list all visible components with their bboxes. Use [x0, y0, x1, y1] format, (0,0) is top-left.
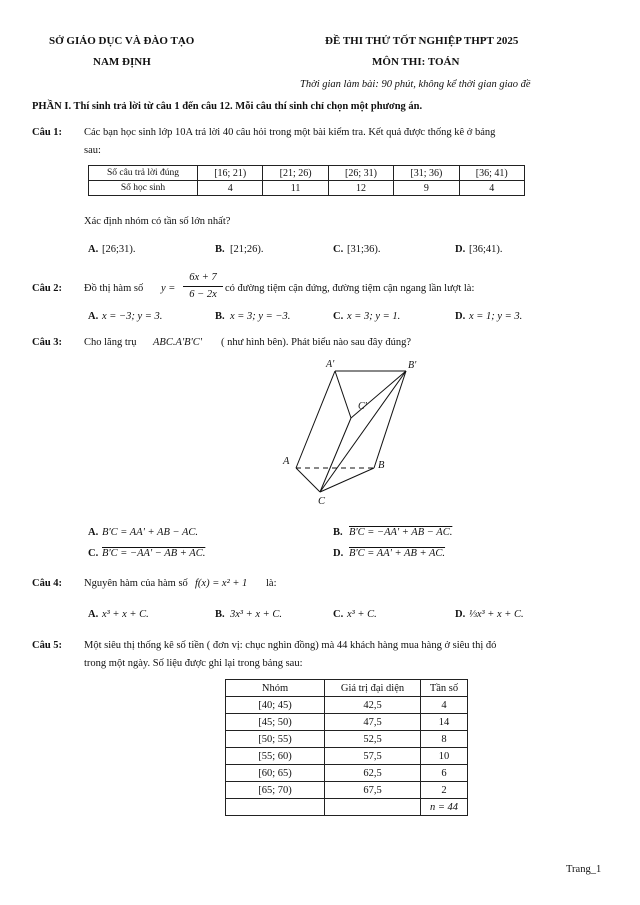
q1-option-letter[interactable]: A.	[88, 244, 99, 255]
q5-value: 42,5	[325, 697, 421, 714]
q5-frequency: 2	[421, 782, 468, 799]
q4-function: f(x) = x² + 1	[195, 578, 248, 589]
q3-text-pre: Cho lăng trụ	[84, 337, 137, 348]
time-note: Thời gian làm bài: 90 phút, không kể thời gian giao đề	[300, 79, 531, 90]
q4-option-a[interactable]: x³ + x + C.	[102, 609, 149, 620]
q1-question: Xác định nhóm có tần số lớn nhất?	[84, 216, 231, 227]
q5-group: [40; 45)	[226, 697, 325, 714]
table-row	[226, 697, 468, 714]
q3-option-a[interactable]: B'C = AA' + AB − AC.	[102, 527, 199, 538]
q4-text-pre: Nguyên hàm của hàm số	[84, 578, 188, 589]
label-b-prime: B'	[408, 360, 417, 371]
q5-value: 47,5	[325, 714, 421, 731]
q5-value: 57,5	[325, 748, 421, 765]
q2-option-letter[interactable]: D.	[455, 311, 466, 322]
q5-group: [60; 65)	[226, 765, 325, 782]
q1-option-b[interactable]: [21;26).	[230, 244, 264, 255]
q4-option-b[interactable]: 3x³ + x + C.	[230, 609, 283, 620]
q1-row2-label: Số học sinh	[89, 181, 198, 196]
q1-number: Câu 1:	[32, 127, 63, 138]
q5-value: 67,5	[325, 782, 421, 799]
q5-text: Một siêu thị thống kê số tiền ( đơn vị: chục nghìn đồng) mà 44 khách hàng mua hàng ở siêu thị đó	[84, 640, 497, 651]
label-a: A	[283, 456, 290, 467]
q4-option-letter[interactable]: C.	[333, 609, 344, 620]
q2-number: Câu 2:	[32, 283, 63, 294]
exam-subject: MÔN THI: TOÁN	[372, 56, 460, 68]
q5-total: n = 44	[421, 799, 468, 816]
table-row	[226, 731, 468, 748]
q5-frequency: 6	[421, 765, 468, 782]
q2-text-post: có đường tiệm cận đứng, đường tiệm cận ngang lần lượt là:	[225, 283, 475, 294]
q1-option-letter[interactable]: C.	[333, 244, 344, 255]
q5-header: Nhóm	[226, 680, 325, 697]
q3-number: Câu 3:	[32, 337, 63, 348]
q4-option-letter[interactable]: D.	[455, 609, 466, 620]
q1-count: 12	[328, 181, 393, 196]
q3-option-b[interactable]: B'C = −AA' + AB − AC.	[349, 527, 453, 538]
q5-group: [55; 60)	[226, 748, 325, 765]
q5-table	[225, 679, 468, 816]
q5-frequency: 8	[421, 731, 468, 748]
q5-value: 62,5	[325, 765, 421, 782]
q5-header: Tần số	[421, 680, 468, 697]
q3-option-c[interactable]: B'C = −AA' − AB + AC.	[102, 548, 206, 559]
q5-header: Giá trị đại diện	[325, 680, 421, 697]
q2-option-letter[interactable]: C.	[333, 311, 344, 322]
q5-empty-cell	[226, 799, 325, 816]
q2-text-pre: Đồ thị hàm số	[84, 283, 144, 294]
q5-frequency: 4	[421, 697, 468, 714]
q1-count: 9	[394, 181, 459, 196]
q1-interval: [26; 31)	[328, 166, 393, 181]
q4-number: Câu 4:	[32, 578, 63, 589]
q1-option-c[interactable]: [31;36).	[347, 244, 381, 255]
q2-option-b[interactable]: x = 3; y = −3.	[230, 311, 291, 322]
q1-option-d[interactable]: [36;41).	[469, 244, 503, 255]
q5-group: [50; 55)	[226, 731, 325, 748]
q2-option-c[interactable]: x = 3; y = 1.	[347, 311, 401, 322]
q2-option-letter[interactable]: A.	[88, 311, 99, 322]
q5-empty-cell	[325, 799, 421, 816]
q5-frequency: 14	[421, 714, 468, 731]
table-row	[226, 765, 468, 782]
q1-option-letter[interactable]: B.	[215, 244, 225, 255]
q2-formula-lhs: y =	[161, 283, 176, 294]
table-row	[226, 782, 468, 799]
q3-option-letter[interactable]: C.	[88, 548, 99, 559]
dept-line-2: NAM ĐỊNH	[93, 56, 151, 68]
q3-option-letter[interactable]: A.	[88, 527, 99, 538]
q1-interval: [31; 36)	[394, 166, 459, 181]
q1-interval: [16; 21)	[198, 166, 263, 181]
q1-interval: [36; 41)	[459, 166, 524, 181]
q1-count: 4	[198, 181, 263, 196]
q1-text: Các bạn học sinh lớp 10A trả lời 40 câu hỏi trong một bài kiểm tra. Kết quả được thống kê ở bảng	[84, 127, 496, 138]
q1-interval: [21; 26)	[263, 166, 328, 181]
q2-numerator: 6x + 7	[189, 272, 217, 283]
table-row	[226, 799, 468, 816]
q5-frequency: 10	[421, 748, 468, 765]
q3-option-d[interactable]: B'C = AA' + AB + AC.	[349, 548, 446, 559]
q1-count: 11	[263, 181, 328, 196]
q3-option-letter[interactable]: B.	[333, 527, 343, 538]
exam-title: ĐỀ THI THỬ TỐT NGHIỆP THPT 2025	[325, 35, 519, 47]
q2-option-letter[interactable]: B.	[215, 311, 225, 322]
q5-value: 52,5	[325, 731, 421, 748]
q3-prism-name: ABC.A'B'C'	[153, 337, 203, 348]
q3-text-post: ( như hình bên). Phát biểu nào sau đây đúng?	[221, 337, 411, 348]
part1-heading: PHẦN I. Thí sinh trả lời từ câu 1 đến câu 12. Mỗi câu thí sinh chỉ chọn một phương án.	[32, 101, 423, 112]
q5-text-cont: trong một ngày. Số liệu được ghi lại trong bảng sau:	[84, 658, 303, 669]
q2-option-d[interactable]: x = 1; y = 3.	[469, 311, 523, 322]
table-row	[226, 714, 468, 731]
q4-option-d[interactable]: ⅓x³ + x + C.	[469, 609, 524, 620]
q4-option-c[interactable]: x³ + C.	[347, 609, 377, 620]
dept-line-1: SỞ GIÁO DỤC VÀ ĐÀO TẠO	[49, 35, 195, 47]
q1-row1-label: Số câu trả lời đúng	[89, 166, 198, 181]
q5-group: [65; 70)	[226, 782, 325, 799]
q1-option-letter[interactable]: D.	[455, 244, 466, 255]
q5-group: [45; 50)	[226, 714, 325, 731]
q5-number: Câu 5:	[32, 640, 63, 651]
table-row	[226, 748, 468, 765]
label-b: B	[378, 460, 385, 471]
q2-denominator: 6 − 2x	[189, 289, 217, 300]
label-c: C	[318, 496, 326, 507]
q4-option-letter[interactable]: B.	[215, 609, 225, 620]
q2-option-a[interactable]: x = −3; y = 3.	[102, 311, 163, 322]
label-a-prime: A'	[326, 359, 335, 370]
label-c-prime: C'	[358, 401, 367, 412]
q3-option-letter[interactable]: D.	[333, 548, 344, 559]
q1-option-a[interactable]: [26;31).	[102, 244, 136, 255]
q4-text-post: là:	[266, 578, 277, 589]
q1-text-cont: sau:	[84, 145, 101, 156]
q4-option-letter[interactable]: A.	[88, 609, 99, 620]
page-number: Trang_1	[566, 864, 602, 875]
q1-count: 4	[459, 181, 524, 196]
